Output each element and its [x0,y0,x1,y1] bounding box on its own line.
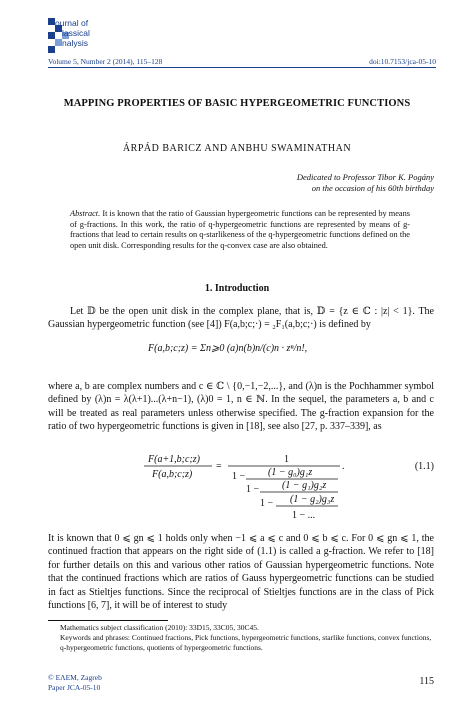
header-rule [48,67,436,68]
footnote-rule [48,620,168,621]
abstract [70,209,410,251]
svg-text:1 −: 1 − [232,471,246,482]
logo-line-3: nalysis [62,38,88,48]
svg-text:F(a+1,b;c;z): F(a+1,b;c;z) [148,454,201,465]
intro-paragraph-3: It is known that 0 ⩽ gn ⩽ 1 holds only when −1 ⩽ a ⩽ c and 0 ⩽ b ⩽ c. For 0 ⩽ gn ⩽ 1, the continued fraction that appears on the right side of (1.1) is called a g-fraction. We refer to [18] for further details on this and various other ratios of Gaussian hypergeometric functions. Note that the continued fractions which are ratios of Gauss hypergeometric functions can be studied in fact as Stieltjes functions. Since the reciprocal of Stieltjes functions are in the class of Pick functions [6, 7], it will be of interest to study [48,533,434,612]
logo-line-1: ournal of [55,18,89,28]
intro-paragraph-2: where a, b are complex numbers and c ∈ ℂ \ {0,−1,−2,...}, and (λ)n is the Pochhammer symbol defined by (λ)n = λ(λ+1)...(λ+n−1), (λ)0 = 1, n ∈ ℕ. In the sequel, the parameters a, b and c will be treated as real parameters unless otherwise specified. The g-fraction expansion for the ratio of two hypergeometric functions is given in [18], see also [27, p. 337–339], as [48,381,434,433]
keywords-footnote: Keywords and phrases: Continued fractions, Pick functions, hypergeometric functions, starlike functions, convex functions, q-hypergeometric functions, quotients of hypergeometric functions. [60,633,432,652]
continued-fraction-equation [140,452,440,527]
dedication [297,172,434,194]
msc-footnote: Mathematics subject classification (2010): 33D15, 33C05, 30C45. [60,623,259,632]
publisher-info [48,673,102,692]
svg-text:(1 − g₁)g₂z: (1 − g₁)g₂z [282,480,327,491]
abstract-label: Abstract. [70,209,101,218]
svg-text:1 − ...: 1 − ... [292,510,316,521]
svg-text:1 −: 1 − [246,484,260,495]
paper-authors: ÁRPÁD BARICZ AND ANBHU SWAMINATHAN [122,143,352,154]
doi-link[interactable]: doi:10.7153/jca-05-10 [369,57,436,66]
equation-number: (1.1) [414,461,434,472]
abstract-text: It is known that the ratio of Gaussian hypergeometric functions can be represented by means of g-fractions. In this work, the ratio of q-hypergeometric functions are represented by means of g-fractions that lead to certain results on q-starlikeness of the q-hypergeometric functions defined on the open unit disk. Corresponding results for the q-convex case are also obtained. [70,209,410,250]
equation-text: F(a,b;c;z) = Σn⩾0 (a)n(b)n/(c)n · zⁿ/n!, [148,343,308,354]
journal-logo [48,18,168,60]
page-number: 115 [419,676,434,687]
svg-text:.: . [342,461,345,472]
intro-paragraph-1: Let 𝔻 be the open unit disk in the complex plane, that is, 𝔻 = {z ∈ ℂ : |z| < 1}. The Gaussian hypergeometric function (see [4]) F(a,b;c;·) = ₂F₁(a,b;c;·) is defined by [48,306,434,331]
svg-text:=: = [216,461,222,472]
svg-text:1: 1 [284,454,289,465]
svg-text:F(a,b;c;z): F(a,b;c;z) [152,469,193,480]
logo-line-2: lassical [62,28,90,38]
volume-info: Volume 5, Number 2 (2014), 115–128 [48,57,163,66]
hypergeometric-definition [148,343,307,354]
section-heading: 1. Introduction [204,283,270,294]
dedication-line-2: on the occasion of his 60th birthday [311,183,434,193]
svg-text:1 −: 1 − [260,498,274,509]
dedication-line-1: Dedicated to Professor Tibor K. Pogány [296,172,434,182]
svg-text:(1 − g₂)g₃z: (1 − g₂)g₃z [290,494,335,505]
paper-id: Paper JCA-05-10 [48,682,101,692]
copyright: © ΕΛΕΜ, Zagreb [48,673,102,682]
paper-title: MAPPING PROPERTIES OF BASIC HYPERGEOMETRIC FUNCTIONS [63,98,411,109]
svg-text:(1 − g₀)g₁z: (1 − g₀)g₁z [268,467,313,478]
